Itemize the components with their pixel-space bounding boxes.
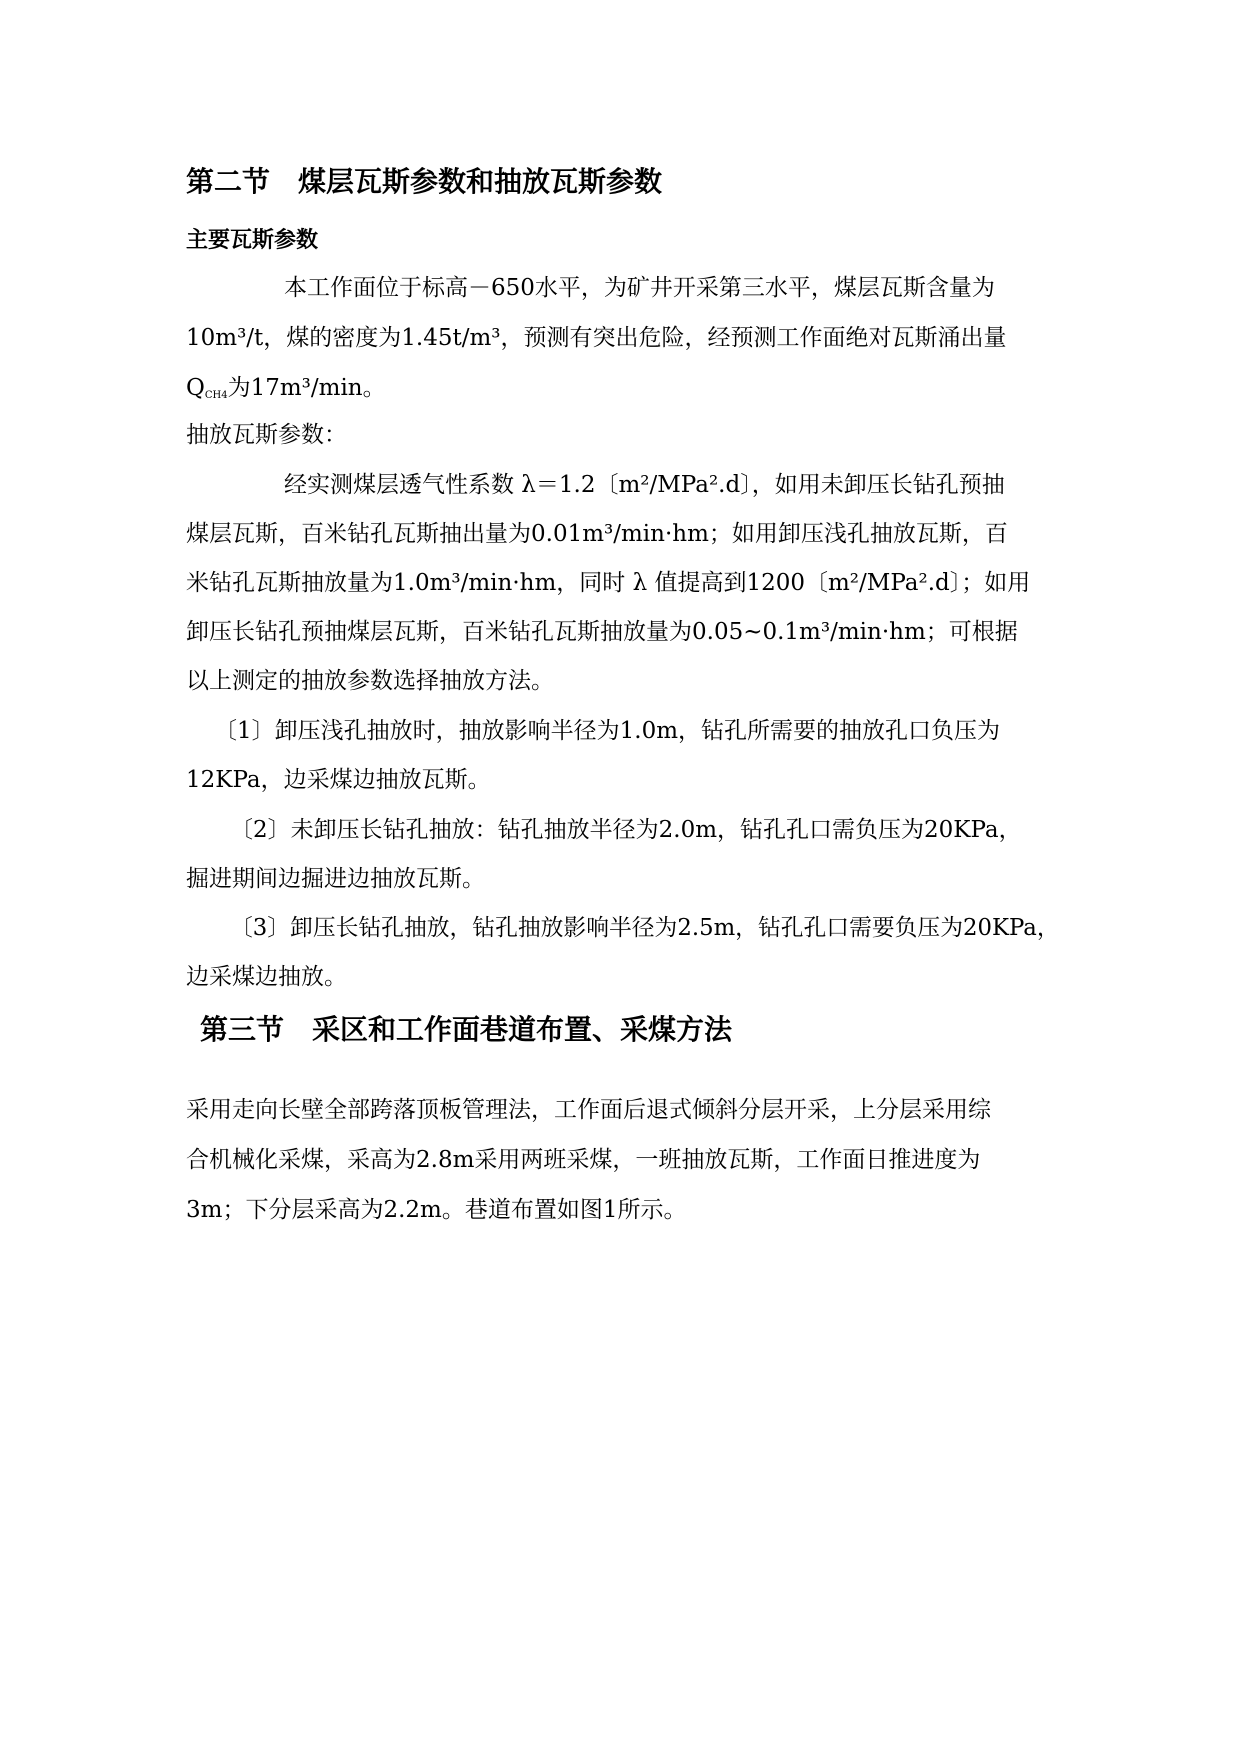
para1-line3	[186, 373, 386, 411]
section3-para-line1: 采用走向长壁全部跨落顶板管理法，工作面后退式倾斜分层开采，上分层采用综	[186, 1097, 991, 1123]
item2-line1: 〔2〕未卸压长钻孔抽放：钻孔抽放半径为2.0m，钻孔孔口需负压为20KPa，	[230, 817, 1022, 843]
item1-line1: 〔1〕卸压浅孔抽放时，抽放影响半径为1.0m，钻孔所需要的抽放孔口负压为	[214, 718, 1001, 744]
drain-heading: 抽放瓦斯参数：	[186, 422, 347, 448]
para1-line1: 本工作面位于标高－650水平，为矿井开采第三水平，煤层瓦斯含量为	[284, 275, 995, 301]
section2-title: 第二节 煤层瓦斯参数和抽放瓦斯参数	[186, 165, 663, 198]
q-subscript: CH4	[204, 390, 228, 401]
para1-line3-rest: 为17m³/min。	[227, 375, 386, 401]
para1-line2: 10m³/t，煤的密度为1.45t/m³，预测有突出危险，经预测工作面绝对瓦斯涌出量	[186, 325, 1007, 351]
q-symbol: Q	[186, 375, 205, 401]
item3-line1: 〔3〕卸压长钻孔抽放，钻孔抽放影响半径为2.5m，钻孔孔口需要负压为20KPa，	[230, 915, 1060, 941]
section3-para-line2: 合机械化采煤，采高为2.8m采用两班采煤，一班抽放瓦斯，工作面日推进度为	[186, 1147, 981, 1173]
item2-line2: 掘进期间边掘进边抽放瓦斯。	[186, 866, 485, 892]
para2-line2: 煤层瓦斯，百米钻孔瓦斯抽出量为0.01m³/min·hm；如用卸压浅孔抽放瓦斯，百	[186, 521, 1008, 547]
item1-line2: 12KPa，边采煤边抽放瓦斯。	[186, 767, 491, 793]
para2-line3: 米钻孔瓦斯抽放量为1.0m³/min·hm，同时 λ 值提高到1200〔m²/MPa².d〕；如用	[186, 570, 1031, 596]
para2-line4: 卸压长钻孔预抽煤层瓦斯，百米钻孔瓦斯抽放量为0.05~0.1m³/min·hm；可根据	[186, 619, 1018, 645]
section2-subtitle: 主要瓦斯参数	[186, 228, 319, 253]
para2-line1: 经实测煤层透气性系数 λ＝1.2〔m²/MPa².d〕，如用未卸压长钻孔预抽	[284, 472, 1005, 498]
section3-para-line3: 3m；下分层采高为2.2m。巷道布置如图1所示。	[186, 1197, 687, 1223]
para2-line5: 以上测定的抽放参数选择抽放方法。	[186, 668, 554, 694]
section3-title: 第三节 采区和工作面巷道布置、采煤方法	[200, 1013, 733, 1046]
item3-line2: 边采煤边抽放。	[186, 964, 347, 990]
